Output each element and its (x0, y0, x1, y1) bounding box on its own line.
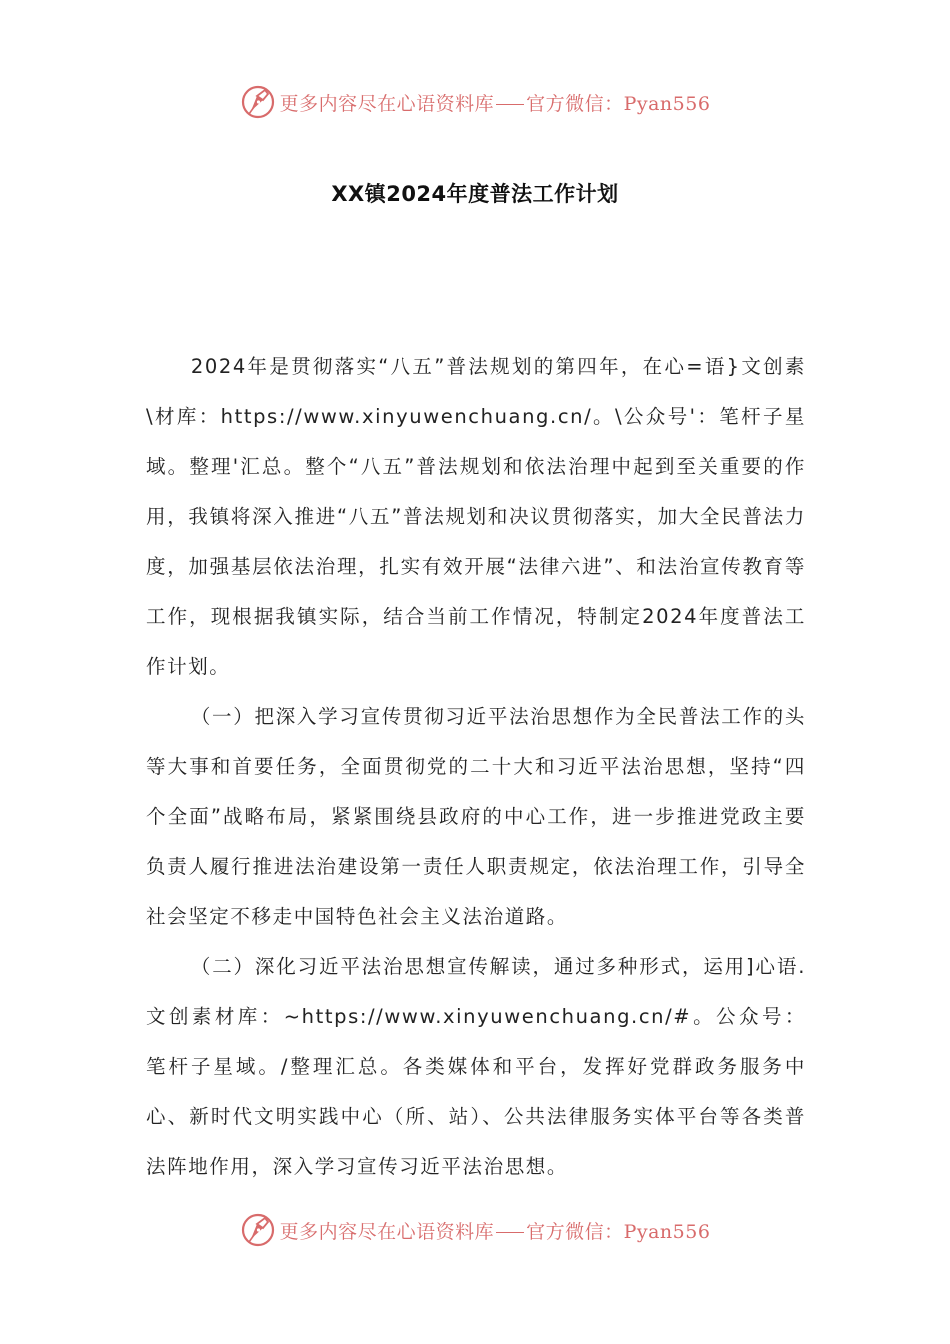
header-banner-suffix: 官方微信：Pyan556 (526, 92, 711, 115)
footer-banner-suffix: 官方微信：Pyan556 (526, 1220, 711, 1243)
footer-banner-separator (496, 1232, 524, 1233)
header-banner-main: 更多内容尽在心语资料库 (279, 92, 495, 115)
header-banner (0, 80, 950, 124)
paragraph-intro: 2024年是贯彻落实“八五”普法规划的第四年，在心=语}文创素\材库：https://www.xinyuwenchuang.cn/。\公众号'：笔杆子星域。整理'汇总。整个“八五”普法规划和依法治理中起到至关重要的作用，我镇将深入推进“八五”普法规划和决议贯彻落实，加大全民普法力度，加强基层依法治理，扎实有效开展“法律六进”、和法治宣传教育等工作，现根据我镇实际，结合当前工作情况，特制定2024年度普法工作计划。 (146, 355, 806, 678)
paragraph-section-2: （二）深化习近平法治思想宣传解读，通过多种形式，运用]心语.文创素材库：~https://www.xinyuwenchuang.cn/#。公众号：笔杆子星域。/整理汇总。各类媒体和平台，发挥好党群政务服务中心、新时代文明实践中心（所、站）、公共法律服务实体平台等各类普法阵地作用，深入学习宣传习近平法治思想。 (146, 955, 806, 1178)
footer-banner-main: 更多内容尽在心语资料库 (279, 1220, 495, 1243)
header-banner-separator (496, 104, 524, 105)
pen-nib-logo-icon (240, 84, 276, 120)
header-banner-text (280, 89, 711, 116)
footer-banner (0, 1208, 950, 1252)
document-body (146, 342, 806, 1192)
pen-nib-logo-icon (240, 1212, 276, 1248)
paragraph-section-1: （一）把深入学习宣传贯彻习近平法治思想作为全民普法工作的头等大事和首要任务，全面贯彻党的二十大和习近平法治思想，坚持“四个全面”战略布局，紧紧围绕县政府的中心工作，进一步推进党政主要负责人履行推进法治建设第一责任人职责规定，依法治理工作，引导全社会坚定不移走中国特色社会主义法治道路。 (146, 705, 806, 928)
document-title: XX镇2024年度普法工作计划 (331, 182, 619, 206)
footer-banner-text (280, 1217, 711, 1244)
